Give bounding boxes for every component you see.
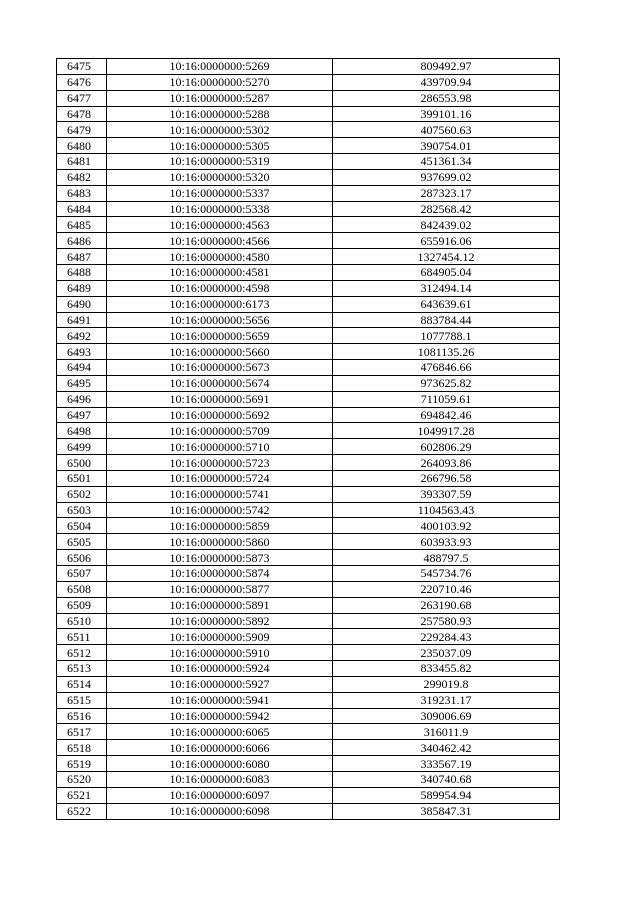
- row-number-cell: 6481: [57, 154, 107, 170]
- table-row: [57, 217, 560, 233]
- value-cell: 643639.61: [333, 296, 560, 312]
- row-number-cell: 6510: [57, 613, 107, 629]
- cadastral-number-cell: 10:16:0000000:5269: [107, 59, 333, 75]
- row-number-cell: 6508: [57, 581, 107, 597]
- cadastral-number-cell: 10:16:0000000:4581: [107, 264, 333, 280]
- value-cell: 603933.93: [333, 534, 560, 550]
- table-row: [57, 550, 560, 566]
- value-cell: 476846.66: [333, 360, 560, 376]
- cadastral-number-cell: 10:16:0000000:6173: [107, 296, 333, 312]
- cadastral-number-cell: 10:16:0000000:6065: [107, 724, 333, 740]
- value-cell: 711059.61: [333, 391, 560, 407]
- value-cell: 809492.97: [333, 59, 560, 75]
- cadastral-number-cell: 10:16:0000000:5909: [107, 629, 333, 645]
- value-cell: 694842.46: [333, 407, 560, 423]
- value-cell: 1077788.1: [333, 328, 560, 344]
- cadastral-number-cell: 10:16:0000000:4580: [107, 249, 333, 265]
- cadastral-number-cell: 10:16:0000000:5709: [107, 423, 333, 439]
- value-cell: 286553.98: [333, 90, 560, 106]
- row-number-cell: 6515: [57, 692, 107, 708]
- value-cell: 407560.63: [333, 122, 560, 138]
- row-number-cell: 6488: [57, 264, 107, 280]
- value-cell: 309006.69: [333, 708, 560, 724]
- value-cell: 257580.93: [333, 613, 560, 629]
- value-cell: 439709.94: [333, 74, 560, 90]
- row-number-cell: 6502: [57, 486, 107, 502]
- cadastral-number-cell: 10:16:0000000:5859: [107, 518, 333, 534]
- table-row: [57, 423, 560, 439]
- cadastral-number-cell: 10:16:0000000:4566: [107, 233, 333, 249]
- row-number-cell: 6490: [57, 296, 107, 312]
- row-number-cell: 6497: [57, 407, 107, 423]
- row-number-cell: 6478: [57, 106, 107, 122]
- table-row: [57, 771, 560, 787]
- table-row: [57, 756, 560, 772]
- value-cell: 229284.43: [333, 629, 560, 645]
- cadastral-number-cell: 10:16:0000000:6097: [107, 787, 333, 803]
- table-row: [57, 280, 560, 296]
- table-row: [57, 439, 560, 455]
- row-number-cell: 6493: [57, 344, 107, 360]
- value-cell: 833455.82: [333, 661, 560, 677]
- row-number-cell: 6492: [57, 328, 107, 344]
- cadastral-number-cell: 10:16:0000000:5892: [107, 613, 333, 629]
- value-cell: 220710.46: [333, 581, 560, 597]
- row-number-cell: 6496: [57, 391, 107, 407]
- row-number-cell: 6520: [57, 771, 107, 787]
- row-number-cell: 6518: [57, 740, 107, 756]
- cadastral-number-cell: 10:16:0000000:5742: [107, 502, 333, 518]
- cadastral-number-cell: 10:16:0000000:5874: [107, 566, 333, 582]
- table-row: [57, 296, 560, 312]
- row-number-cell: 6489: [57, 280, 107, 296]
- table-row: [57, 581, 560, 597]
- row-number-cell: 6487: [57, 249, 107, 265]
- row-number-cell: 6475: [57, 59, 107, 75]
- table-row: [57, 518, 560, 534]
- table-row: [57, 740, 560, 756]
- row-number-cell: 6509: [57, 597, 107, 613]
- cadastral-number-cell: 10:16:0000000:5659: [107, 328, 333, 344]
- value-cell: 235037.09: [333, 645, 560, 661]
- table-row: [57, 661, 560, 677]
- row-number-cell: 6513: [57, 661, 107, 677]
- cadastral-number-cell: 10:16:0000000:5877: [107, 581, 333, 597]
- table-row: [57, 502, 560, 518]
- value-cell: 264093.86: [333, 455, 560, 471]
- row-number-cell: 6500: [57, 455, 107, 471]
- cadastral-number-cell: 10:16:0000000:4563: [107, 217, 333, 233]
- table-row: [57, 787, 560, 803]
- cadastral-number-cell: 10:16:0000000:5741: [107, 486, 333, 502]
- cadastral-number-cell: 10:16:0000000:6080: [107, 756, 333, 772]
- table-row: [57, 138, 560, 154]
- value-cell: 488797.5: [333, 550, 560, 566]
- table-row: [57, 566, 560, 582]
- row-number-cell: 6505: [57, 534, 107, 550]
- table-row: [57, 534, 560, 550]
- value-cell: 451361.34: [333, 154, 560, 170]
- value-cell: 282568.42: [333, 201, 560, 217]
- value-cell: 589954.94: [333, 787, 560, 803]
- table-row: [57, 708, 560, 724]
- value-cell: 883784.44: [333, 312, 560, 328]
- value-cell: 1049917.28: [333, 423, 560, 439]
- table-row: [57, 455, 560, 471]
- value-cell: 263190.68: [333, 597, 560, 613]
- cadastral-number-cell: 10:16:0000000:5337: [107, 185, 333, 201]
- cadastral-number-cell: 10:16:0000000:6083: [107, 771, 333, 787]
- table-row: [57, 375, 560, 391]
- cadastral-number-cell: 10:16:0000000:5924: [107, 661, 333, 677]
- table-row: [57, 597, 560, 613]
- row-number-cell: 6483: [57, 185, 107, 201]
- row-number-cell: 6491: [57, 312, 107, 328]
- table-row: [57, 486, 560, 502]
- value-cell: 393307.59: [333, 486, 560, 502]
- cadastral-number-cell: 10:16:0000000:5692: [107, 407, 333, 423]
- row-number-cell: 6499: [57, 439, 107, 455]
- value-cell: 973625.82: [333, 375, 560, 391]
- cadastral-number-cell: 10:16:0000000:5338: [107, 201, 333, 217]
- row-number-cell: 6517: [57, 724, 107, 740]
- table-row: [57, 470, 560, 486]
- table-row: [57, 344, 560, 360]
- table-row: [57, 692, 560, 708]
- cadastral-number-cell: 10:16:0000000:5288: [107, 106, 333, 122]
- table-row: [57, 407, 560, 423]
- value-cell: 287323.17: [333, 185, 560, 201]
- value-cell: 312494.14: [333, 280, 560, 296]
- row-number-cell: 6501: [57, 470, 107, 486]
- row-number-cell: 6503: [57, 502, 107, 518]
- value-cell: 316011.9: [333, 724, 560, 740]
- cadastral-number-cell: 10:16:0000000:5660: [107, 344, 333, 360]
- cadastral-number-cell: 10:16:0000000:4598: [107, 280, 333, 296]
- cadastral-number-cell: 10:16:0000000:5891: [107, 597, 333, 613]
- cadastral-number-cell: 10:16:0000000:5287: [107, 90, 333, 106]
- table-row: [57, 106, 560, 122]
- row-number-cell: 6477: [57, 90, 107, 106]
- table-row: [57, 90, 560, 106]
- cadastral-number-cell: 10:16:0000000:5942: [107, 708, 333, 724]
- cadastral-number-cell: 10:16:0000000:5270: [107, 74, 333, 90]
- row-number-cell: 6504: [57, 518, 107, 534]
- table-row: [57, 803, 560, 819]
- value-cell: 299019.8: [333, 676, 560, 692]
- row-number-cell: 6506: [57, 550, 107, 566]
- table-row: [57, 360, 560, 376]
- table-body: [57, 59, 560, 820]
- value-cell: 266796.58: [333, 470, 560, 486]
- value-cell: 842439.02: [333, 217, 560, 233]
- value-cell: 385847.31: [333, 803, 560, 819]
- value-cell: 655916.06: [333, 233, 560, 249]
- cadastral-number-cell: 10:16:0000000:5927: [107, 676, 333, 692]
- table-row: [57, 264, 560, 280]
- table-row: [57, 169, 560, 185]
- table-row: [57, 645, 560, 661]
- table-row: [57, 122, 560, 138]
- row-number-cell: 6514: [57, 676, 107, 692]
- row-number-cell: 6498: [57, 423, 107, 439]
- value-cell: 545734.76: [333, 566, 560, 582]
- cadastral-number-cell: 10:16:0000000:5710: [107, 439, 333, 455]
- cadastral-number-cell: 10:16:0000000:6098: [107, 803, 333, 819]
- table-row: [57, 629, 560, 645]
- table-row: [57, 312, 560, 328]
- cadastral-number-cell: 10:16:0000000:5724: [107, 470, 333, 486]
- cadastral-number-cell: 10:16:0000000:5910: [107, 645, 333, 661]
- table-row: [57, 391, 560, 407]
- row-number-cell: 6495: [57, 375, 107, 391]
- table-row: [57, 724, 560, 740]
- cadastral-value-table: [56, 58, 560, 820]
- cadastral-number-cell: 10:16:0000000:5860: [107, 534, 333, 550]
- table-row: [57, 59, 560, 75]
- row-number-cell: 6480: [57, 138, 107, 154]
- value-cell: 340740.68: [333, 771, 560, 787]
- row-number-cell: 6479: [57, 122, 107, 138]
- value-cell: 937699.02: [333, 169, 560, 185]
- row-number-cell: 6482: [57, 169, 107, 185]
- value-cell: 400103.92: [333, 518, 560, 534]
- cadastral-number-cell: 10:16:0000000:5320: [107, 169, 333, 185]
- value-cell: 333567.19: [333, 756, 560, 772]
- table-row: [57, 249, 560, 265]
- row-number-cell: 6521: [57, 787, 107, 803]
- table-row: [57, 185, 560, 201]
- cadastral-number-cell: 10:16:0000000:5873: [107, 550, 333, 566]
- row-number-cell: 6476: [57, 74, 107, 90]
- table-row: [57, 613, 560, 629]
- row-number-cell: 6484: [57, 201, 107, 217]
- value-cell: 390754.01: [333, 138, 560, 154]
- table-row: [57, 328, 560, 344]
- value-cell: 602806.29: [333, 439, 560, 455]
- row-number-cell: 6516: [57, 708, 107, 724]
- cadastral-number-cell: 10:16:0000000:5656: [107, 312, 333, 328]
- row-number-cell: 6485: [57, 217, 107, 233]
- value-cell: 340462.42: [333, 740, 560, 756]
- value-cell: 399101.16: [333, 106, 560, 122]
- row-number-cell: 6512: [57, 645, 107, 661]
- cadastral-number-cell: 10:16:0000000:5723: [107, 455, 333, 471]
- table-row: [57, 233, 560, 249]
- value-cell: 1327454.12: [333, 249, 560, 265]
- row-number-cell: 6507: [57, 566, 107, 582]
- row-number-cell: 6511: [57, 629, 107, 645]
- row-number-cell: 6494: [57, 360, 107, 376]
- cadastral-number-cell: 10:16:0000000:5941: [107, 692, 333, 708]
- value-cell: 684905.04: [333, 264, 560, 280]
- value-cell: 1081135.26: [333, 344, 560, 360]
- cadastral-number-cell: 10:16:0000000:6066: [107, 740, 333, 756]
- table-row: [57, 201, 560, 217]
- table-row: [57, 154, 560, 170]
- table-row: [57, 74, 560, 90]
- cadastral-number-cell: 10:16:0000000:5305: [107, 138, 333, 154]
- row-number-cell: 6519: [57, 756, 107, 772]
- row-number-cell: 6522: [57, 803, 107, 819]
- cadastral-number-cell: 10:16:0000000:5691: [107, 391, 333, 407]
- cadastral-number-cell: 10:16:0000000:5319: [107, 154, 333, 170]
- value-cell: 319231.17: [333, 692, 560, 708]
- row-number-cell: 6486: [57, 233, 107, 249]
- table-row: [57, 676, 560, 692]
- value-cell: 1104563.43: [333, 502, 560, 518]
- cadastral-number-cell: 10:16:0000000:5673: [107, 360, 333, 376]
- cadastral-number-cell: 10:16:0000000:5302: [107, 122, 333, 138]
- cadastral-number-cell: 10:16:0000000:5674: [107, 375, 333, 391]
